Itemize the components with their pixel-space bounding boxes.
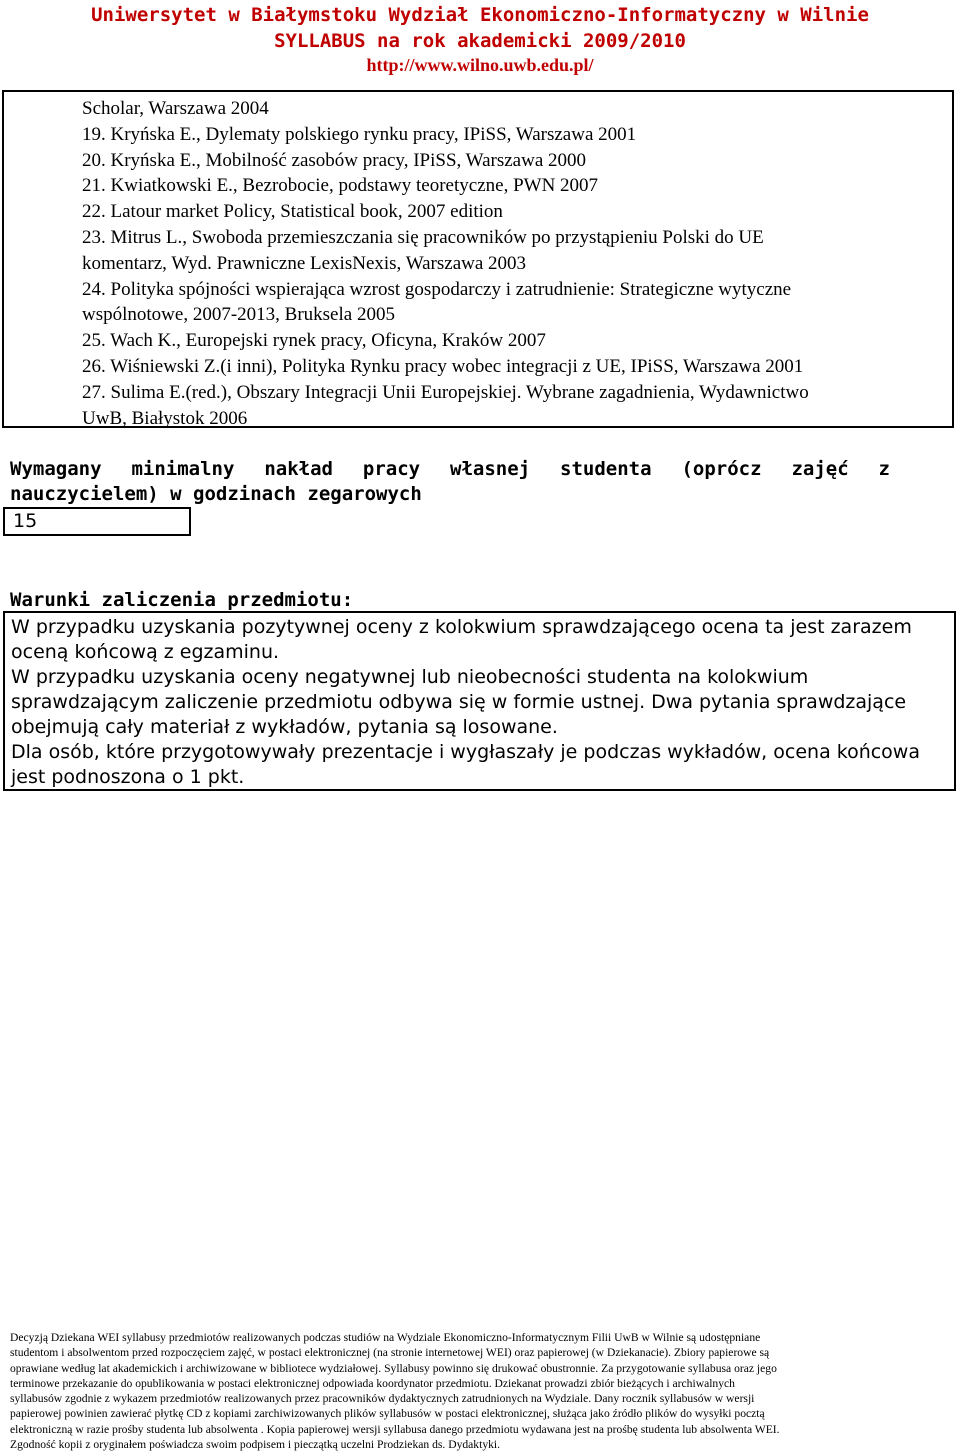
references-box xyxy=(2,90,954,428)
reference-line: 22. Latour market Policy, Statistical book, 2007 edition xyxy=(82,201,503,223)
reference-line: 21. Kwiatkowski E., Bezrobocie, podstawy teoretyczne, PWN 2007 xyxy=(82,175,599,197)
condition-paragraph: Dla osób, które przygotowywały prezentacje i wygłaszały je podczas wykładów, ocena końcowa jest podnoszona o 1 pkt. xyxy=(11,741,920,788)
footer-line: oprawiane według lat akademickich i archiwizowane w bibliotece wydziałowej. Syllabusy powinno się drukować obustronnie. Za przygotowanie syllabusa oraz jego xyxy=(10,1361,777,1375)
reference-line: 27. Sulima E.(red.), Obszary Integracji Unii Europejskiej. Wybrane zagadnienia, Wydawnictwo xyxy=(82,381,809,403)
footer-line: papierowej powinien zawierać płytkę CD z kopiami zarchiwizowanych plików syllabusów w postaci elektronicznej, służąca jako źródło plików do wysyłki pocztą xyxy=(10,1407,765,1421)
reference-item xyxy=(82,380,932,432)
workload-hours-value: 15 xyxy=(3,507,191,536)
reference-line: UwB, Białystok 2006 xyxy=(82,407,248,429)
conditions-heading: Warunki zaliczenia przedmiotu: xyxy=(10,589,354,611)
references-list xyxy=(82,96,932,431)
footer-line: Decyzją Dziekana WEI syllabusy przedmiotów realizowanych podczas studiów na Wydziale Ekonomiczno-Informatycznym Filii UwB w Wilnie są udostępniane xyxy=(10,1331,761,1344)
website-link[interactable]: http://www.wilno.uwb.edu.pl/ xyxy=(366,55,594,75)
syllabus-year-title: SYLLABUS na rok akademicki 2009/2010 xyxy=(274,30,686,52)
footer-line: syllabusów zgodnie z wykazem przedmiotów realizowanych przez pracowników dydaktycznych zatrudnionych na Wydziale. Dany rocznik syllabusów w wersji xyxy=(10,1392,755,1406)
condition-paragraph: W przypadku uzyskania oceny negatywnej lub nieobecności studenta na kolokwium sprawdzającym zaliczenie przedmiotu odbywa się w formie ustnej. Dwa pytania sprawdzające obejmują cały materiał z wykładów, pytania są losowane. xyxy=(11,666,907,738)
condition-paragraph: W przypadku uzyskania pozytywnej oceny z kolokwium sprawdzającego ocena ta jest zarazem oceną końcową z egzaminu. xyxy=(11,616,912,663)
reference-item xyxy=(82,225,932,277)
workload-heading: Wymagany minimalny nakład pracy własnej studenta (oprócz zajęć z nauczycielem) w godzinach zegarowych xyxy=(10,458,890,505)
footer-line: elektroniczną w razie prośby studenta lub absolwenta . Kopia papierowej wersji syllabusa danego przedmiotu wydawana jest na prośbę studenta lub absolwenta WEI. xyxy=(10,1422,780,1436)
reference-item xyxy=(82,148,932,174)
reference-item xyxy=(82,122,932,148)
footer-note xyxy=(10,1330,955,1452)
reference-line: wspólnotowe, 2007-2013, Bruksela 2005 xyxy=(82,304,395,326)
reference-item xyxy=(82,96,932,122)
conditions-box xyxy=(3,611,956,791)
reference-item xyxy=(82,199,932,225)
reference-line: 24. Polityka spójności wspierająca wzrost gospodarczy i zatrudnienie: Strategiczne wytyczne xyxy=(82,278,792,300)
reference-line: 23. Mitrus L., Swoboda przemieszczania się pracowników po przystąpieniu Polski do UE xyxy=(82,226,764,248)
university-title: Uniwersytet w Białymstoku Wydział Ekonomiczno-Informatyczny w Wilnie xyxy=(91,4,869,26)
footer-line: terminowe przekazanie do opublikowania w postaci elektronicznej odpowiada koordynator przedmiotu. Dziekanat prowadzi zbiór bieżących i archiwalnych xyxy=(10,1376,735,1390)
reference-line: 20. Kryńska E., Mobilność zasobów pracy, IPiSS, Warszawa 2000 xyxy=(82,149,587,171)
footer-line: studentom i absolwentom przed rozpoczęciem zajęć, w postaci elektronicznej (na stronie internetowej WEI) oraz papierowej (w Dziekanacie). Zbiory papierowe są xyxy=(10,1346,770,1360)
reference-item xyxy=(82,173,932,199)
reference-line: 25. Wach K., Europejski rynek pracy, Oficyna, Kraków 2007 xyxy=(82,330,546,352)
reference-item xyxy=(82,277,932,329)
footer-line: Zgodność kopii z oryginałem poświadcza swoim podpisem i pieczątką uczelni Prodziekan ds. Dydaktyki. xyxy=(10,1438,501,1452)
reference-line: 26. Wiśniewski Z.(i inni), Polityka Rynku pracy wobec integracji z UE, IPiSS, Warszawa 2001 xyxy=(82,355,804,377)
reference-line: 19. Kryńska E., Dylematy polskiego rynku pracy, IPiSS, Warszawa 2001 xyxy=(82,123,637,145)
reference-item xyxy=(82,328,932,354)
reference-line: Scholar, Warszawa 2004 xyxy=(82,98,269,119)
reference-line: komentarz, Wyd. Prawniczne LexisNexis, Warszawa 2003 xyxy=(82,252,527,274)
document-header xyxy=(0,2,960,76)
reference-item xyxy=(82,354,932,380)
